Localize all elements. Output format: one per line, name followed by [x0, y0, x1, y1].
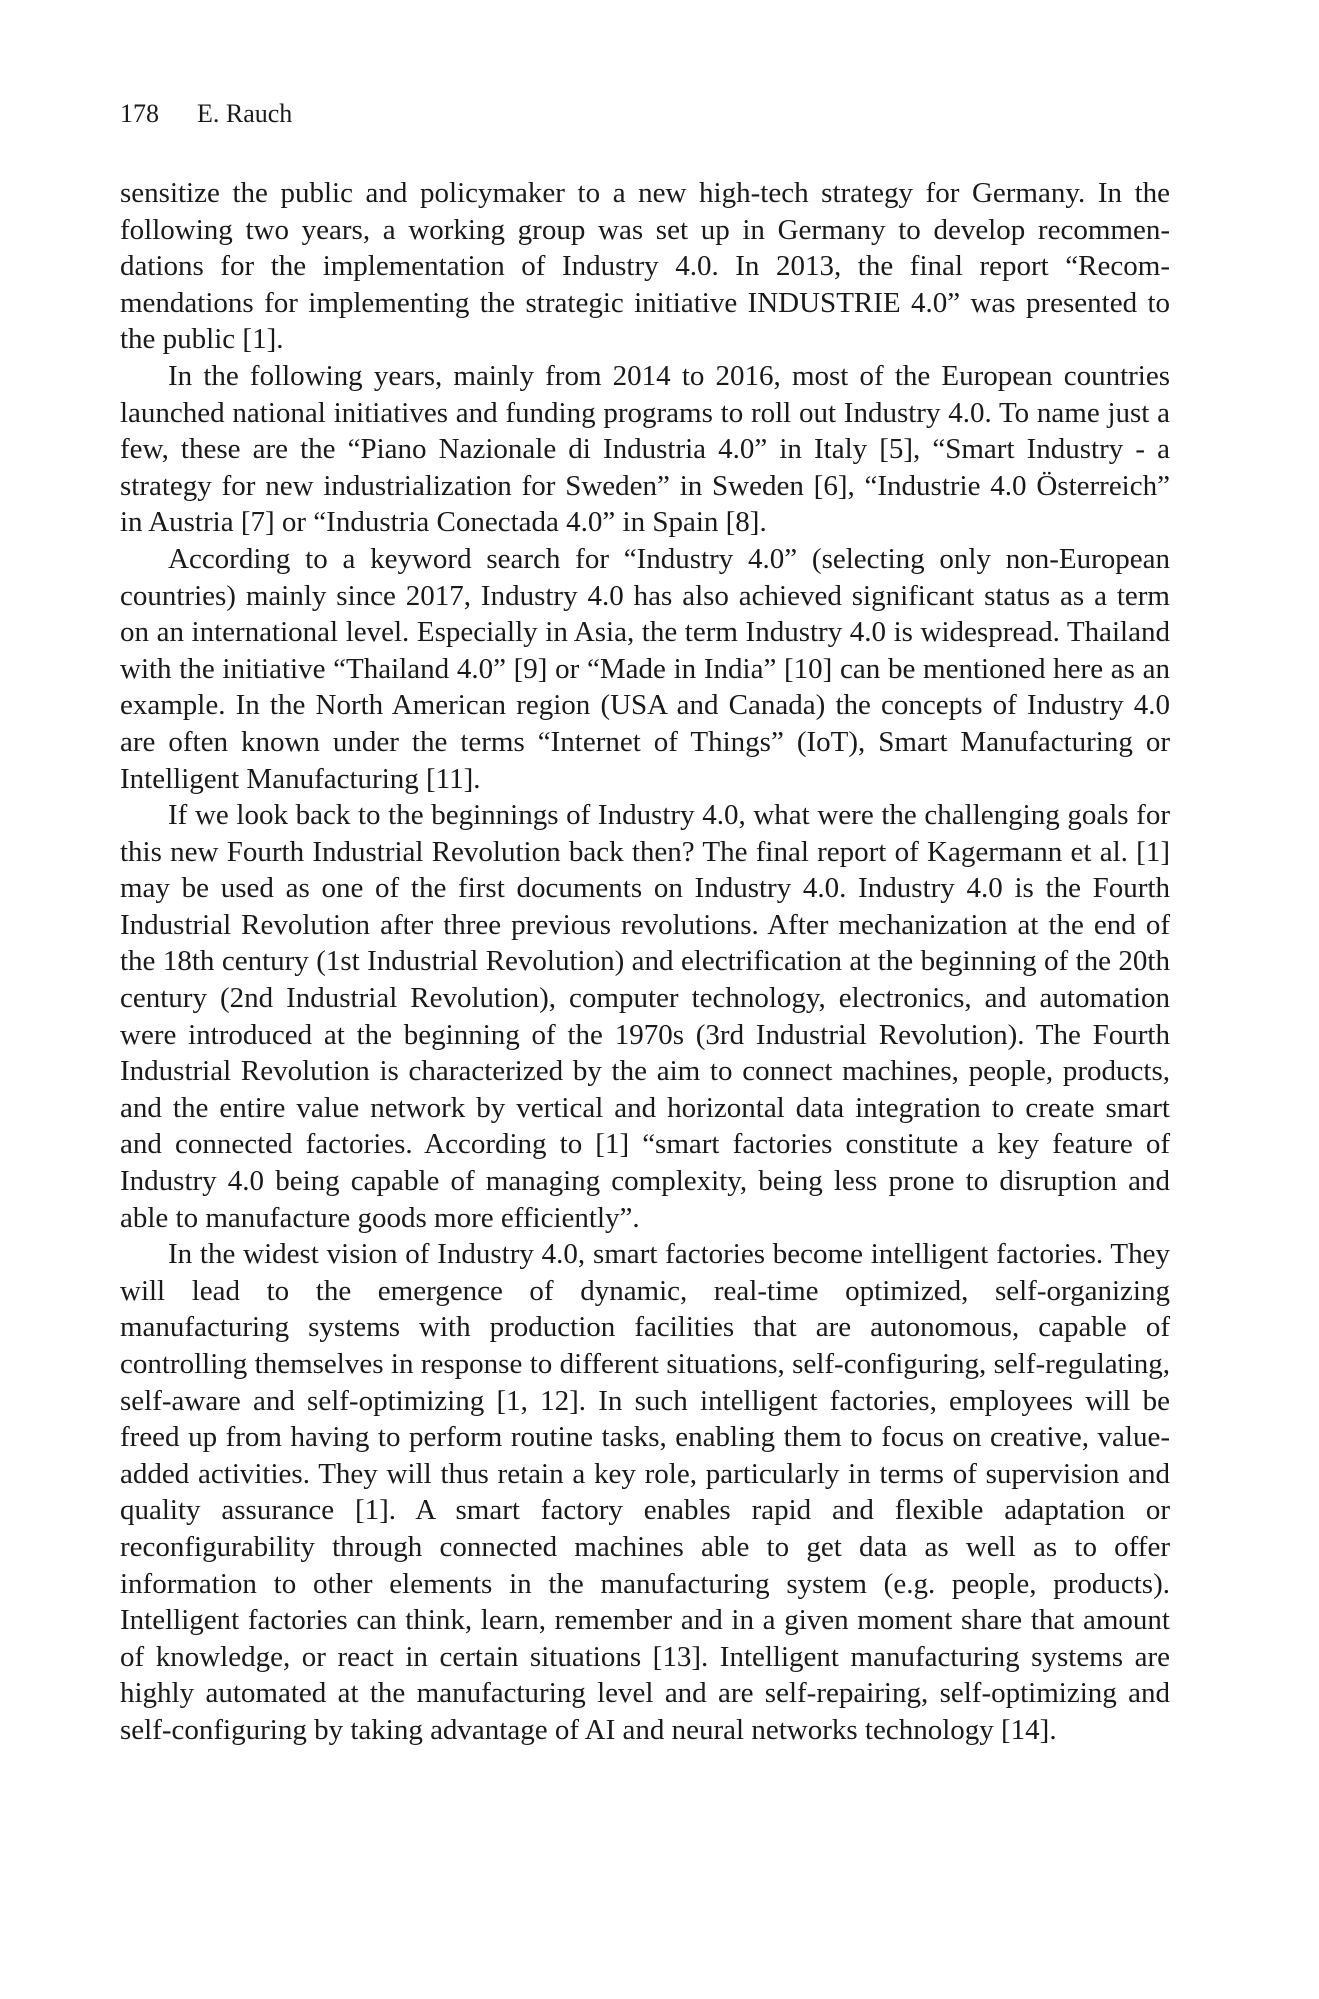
- running-head: [120, 98, 292, 130]
- paragraph: According to a keyword search for “Industry 4.0” (selecting only non-European countries) mainly since 2017, Industry 4.0 has also achieved significant status as a term on an international level. Especially in Asia, the term Industry 4.0 is widespread. Thailand with the initiative “Thailand 4.0” [9] or “Made in India” [10] can be mentioned here as an example. In the North American region (USA and Canada) the concepts of Industry 4.0 are often known under the terms “Internet of Things” (IoT), Smart Manufacturing or Intelligent Manufacturing [11].: [120, 542, 1170, 795]
- page-number: 178: [120, 99, 159, 128]
- paragraph: If we look back to the beginnings of Industry 4.0, what were the challenging goals for this new Fourth Industrial Revolution back then? The final report of Kagermann et al. [1] may be used as one of the first documents on Industry 4.0. Industry 4.0 is the Fourth Industrial Revolution after three previous revolutions. After mechanization at the end of the 18th century (1st Industrial Revolution) and electrification at the beginning of the 20th century (2nd Industrial Revolution), computer technology, electronics, and automation were introduced at the beginning of the 1970s (3rd Industrial Revolution). The Fourth Industrial Revolution is characterized by the aim to connect machines, people, products, and the entire value network by vertical and horizontal data integration to create smart and connected factories. According to [1] “smart factories constitute a key feature of Industry 4.0 being capable of managing complexity, being less prone to disruption and able to manufacture goods more efficiently”.: [120, 799, 1170, 1234]
- body-text: [120, 175, 1170, 1749]
- paragraph: sensitize the public and policymaker to a new high-tech strategy for Germany. In the following two years, a working group was set up in Germany to develop recommendations for the implementation of Industry 4.0. In 2013, the final report “Recommendations for implementing the strategic initiative INDUSTRIE 4.0” was presented to the public [1].: [120, 177, 1170, 356]
- paragraph: In the widest vision of Industry 4.0, smart factories become intelligent factories. They will lead to the emergence of dynamic, real-time optimized, self-organizing manufacturing systems with production facilities that are autonomous, capable of controlling themselves in response to different situations, self-configuring, self-regulating, self-aware and self-optimizing [1, 12]. In such intelligent factories, employees will be freed up from having to perform routine tasks, enabling them to focus on creative, value-added activities. They will thus retain a key role, particularly in terms of supervision and quality assurance [1]. A smart factory enables rapid and flexible adaptation or reconfigurability through connected machines able to get data as well as to offer information to other elements in the manufacturing system (e.g. people, products). Intelligent factories can think, learn, remember and in a given moment share that amount of knowledge, or react in certain situations [13]. Intelligent manufacturing systems are highly automated at the manufacturing level and are self-repairing, self-optimizing and self-configuring by taking advantage of AI and neural networks technology [14].: [120, 1238, 1170, 1746]
- paragraph: In the following years, mainly from 2014 to 2016, most of the European countries launched national initiatives and funding programs to roll out Industry 4.0. To name just a few, these are the “Piano Nazionale di Industria 4.0” in Italy [5], “Smart Industry - a strategy for new industrialization for Sweden” in Sweden [6], “Industrie 4.0 Österreich” in Austria [7] or “Industria Conectada 4.0” in Spain [8].: [120, 359, 1170, 539]
- running-head-author: E. Rauch: [197, 99, 293, 128]
